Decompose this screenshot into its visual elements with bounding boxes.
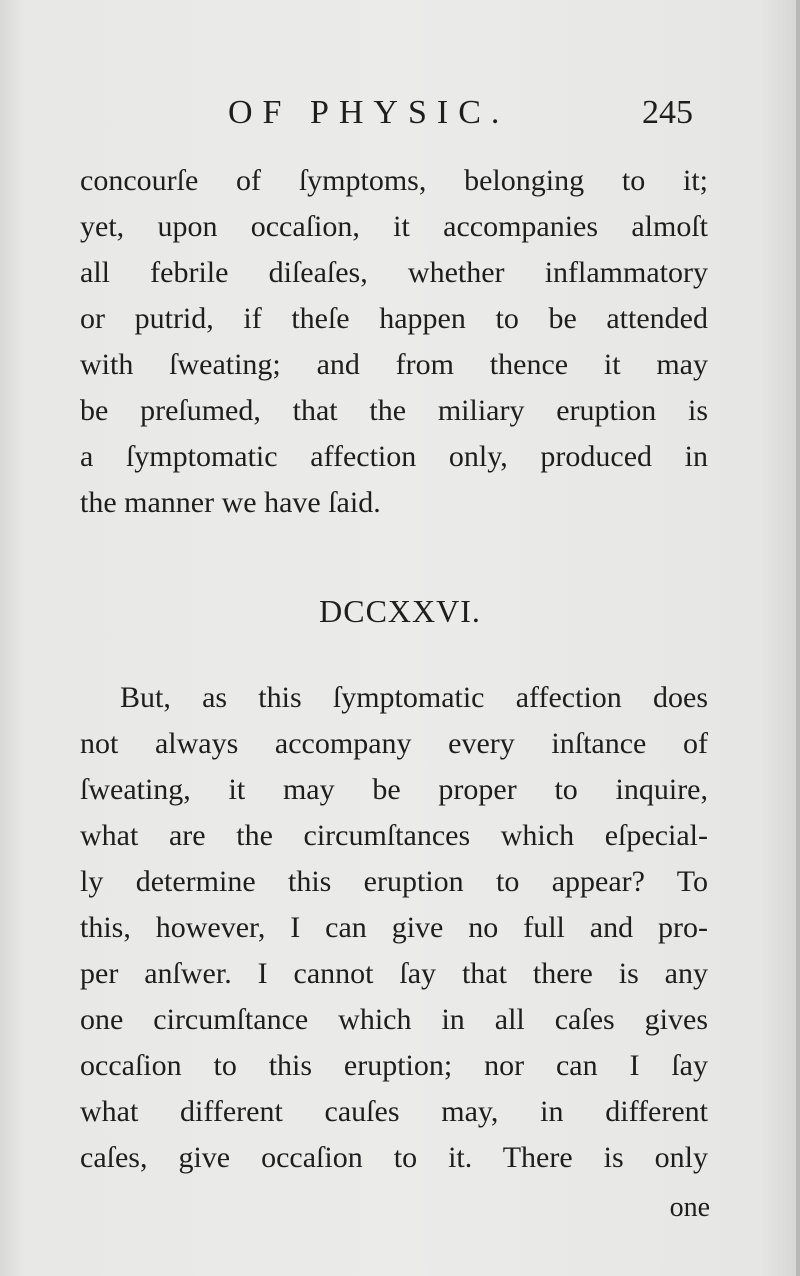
text-line: the manner we have ſaid.: [80, 486, 381, 519]
text-line: with ſweating; and from thence it may: [80, 348, 708, 381]
text-line: be preſumed, that the miliary eruption is: [80, 394, 708, 427]
text-line: per anſwer. I cannot ſay that there is any: [80, 957, 708, 990]
text-line: or putrid, if theſe happen to be attended: [80, 302, 708, 335]
text-line: not always accompany every inſtance of: [80, 727, 708, 760]
text-line: one circumſtance which in all caſes gives: [80, 1003, 708, 1036]
text-line: yet, upon occaſion, it accompanies almoſt: [80, 210, 708, 243]
paragraph-dccxxvi: [80, 675, 708, 1181]
text-line: occaſion to this eruption; nor can I ſay: [80, 1049, 708, 1082]
page-number: 245: [642, 94, 693, 131]
text-line: what different cauſes may, in different: [80, 1095, 708, 1128]
catchword: one: [669, 1192, 710, 1223]
text-line: ſweating, it may be proper to inquire,: [80, 773, 708, 806]
text-line: a ſymptomatic affection only, produced in: [80, 440, 708, 473]
text-line: concourſe of ſymptoms, belonging to it;: [80, 164, 708, 197]
text-line: But, as this ſymptomatic affection does: [120, 681, 708, 714]
running-title: OF PHYSIC.: [228, 94, 510, 131]
text-line: ly determine this eruption to appear? To: [80, 865, 708, 898]
text-line: this, however, I can give no full and pro-: [80, 911, 708, 944]
text-line: what are the circumſtances which eſpecial-: [80, 819, 708, 852]
paragraph-continued: [80, 158, 708, 526]
section-heading: DCCXXVI.: [319, 593, 481, 629]
text-line: all febrile diſeaſes, whether inflammatory: [80, 256, 708, 289]
running-head: [0, 88, 800, 138]
text-line: caſes, give occaſion to it. There is only: [80, 1141, 708, 1174]
